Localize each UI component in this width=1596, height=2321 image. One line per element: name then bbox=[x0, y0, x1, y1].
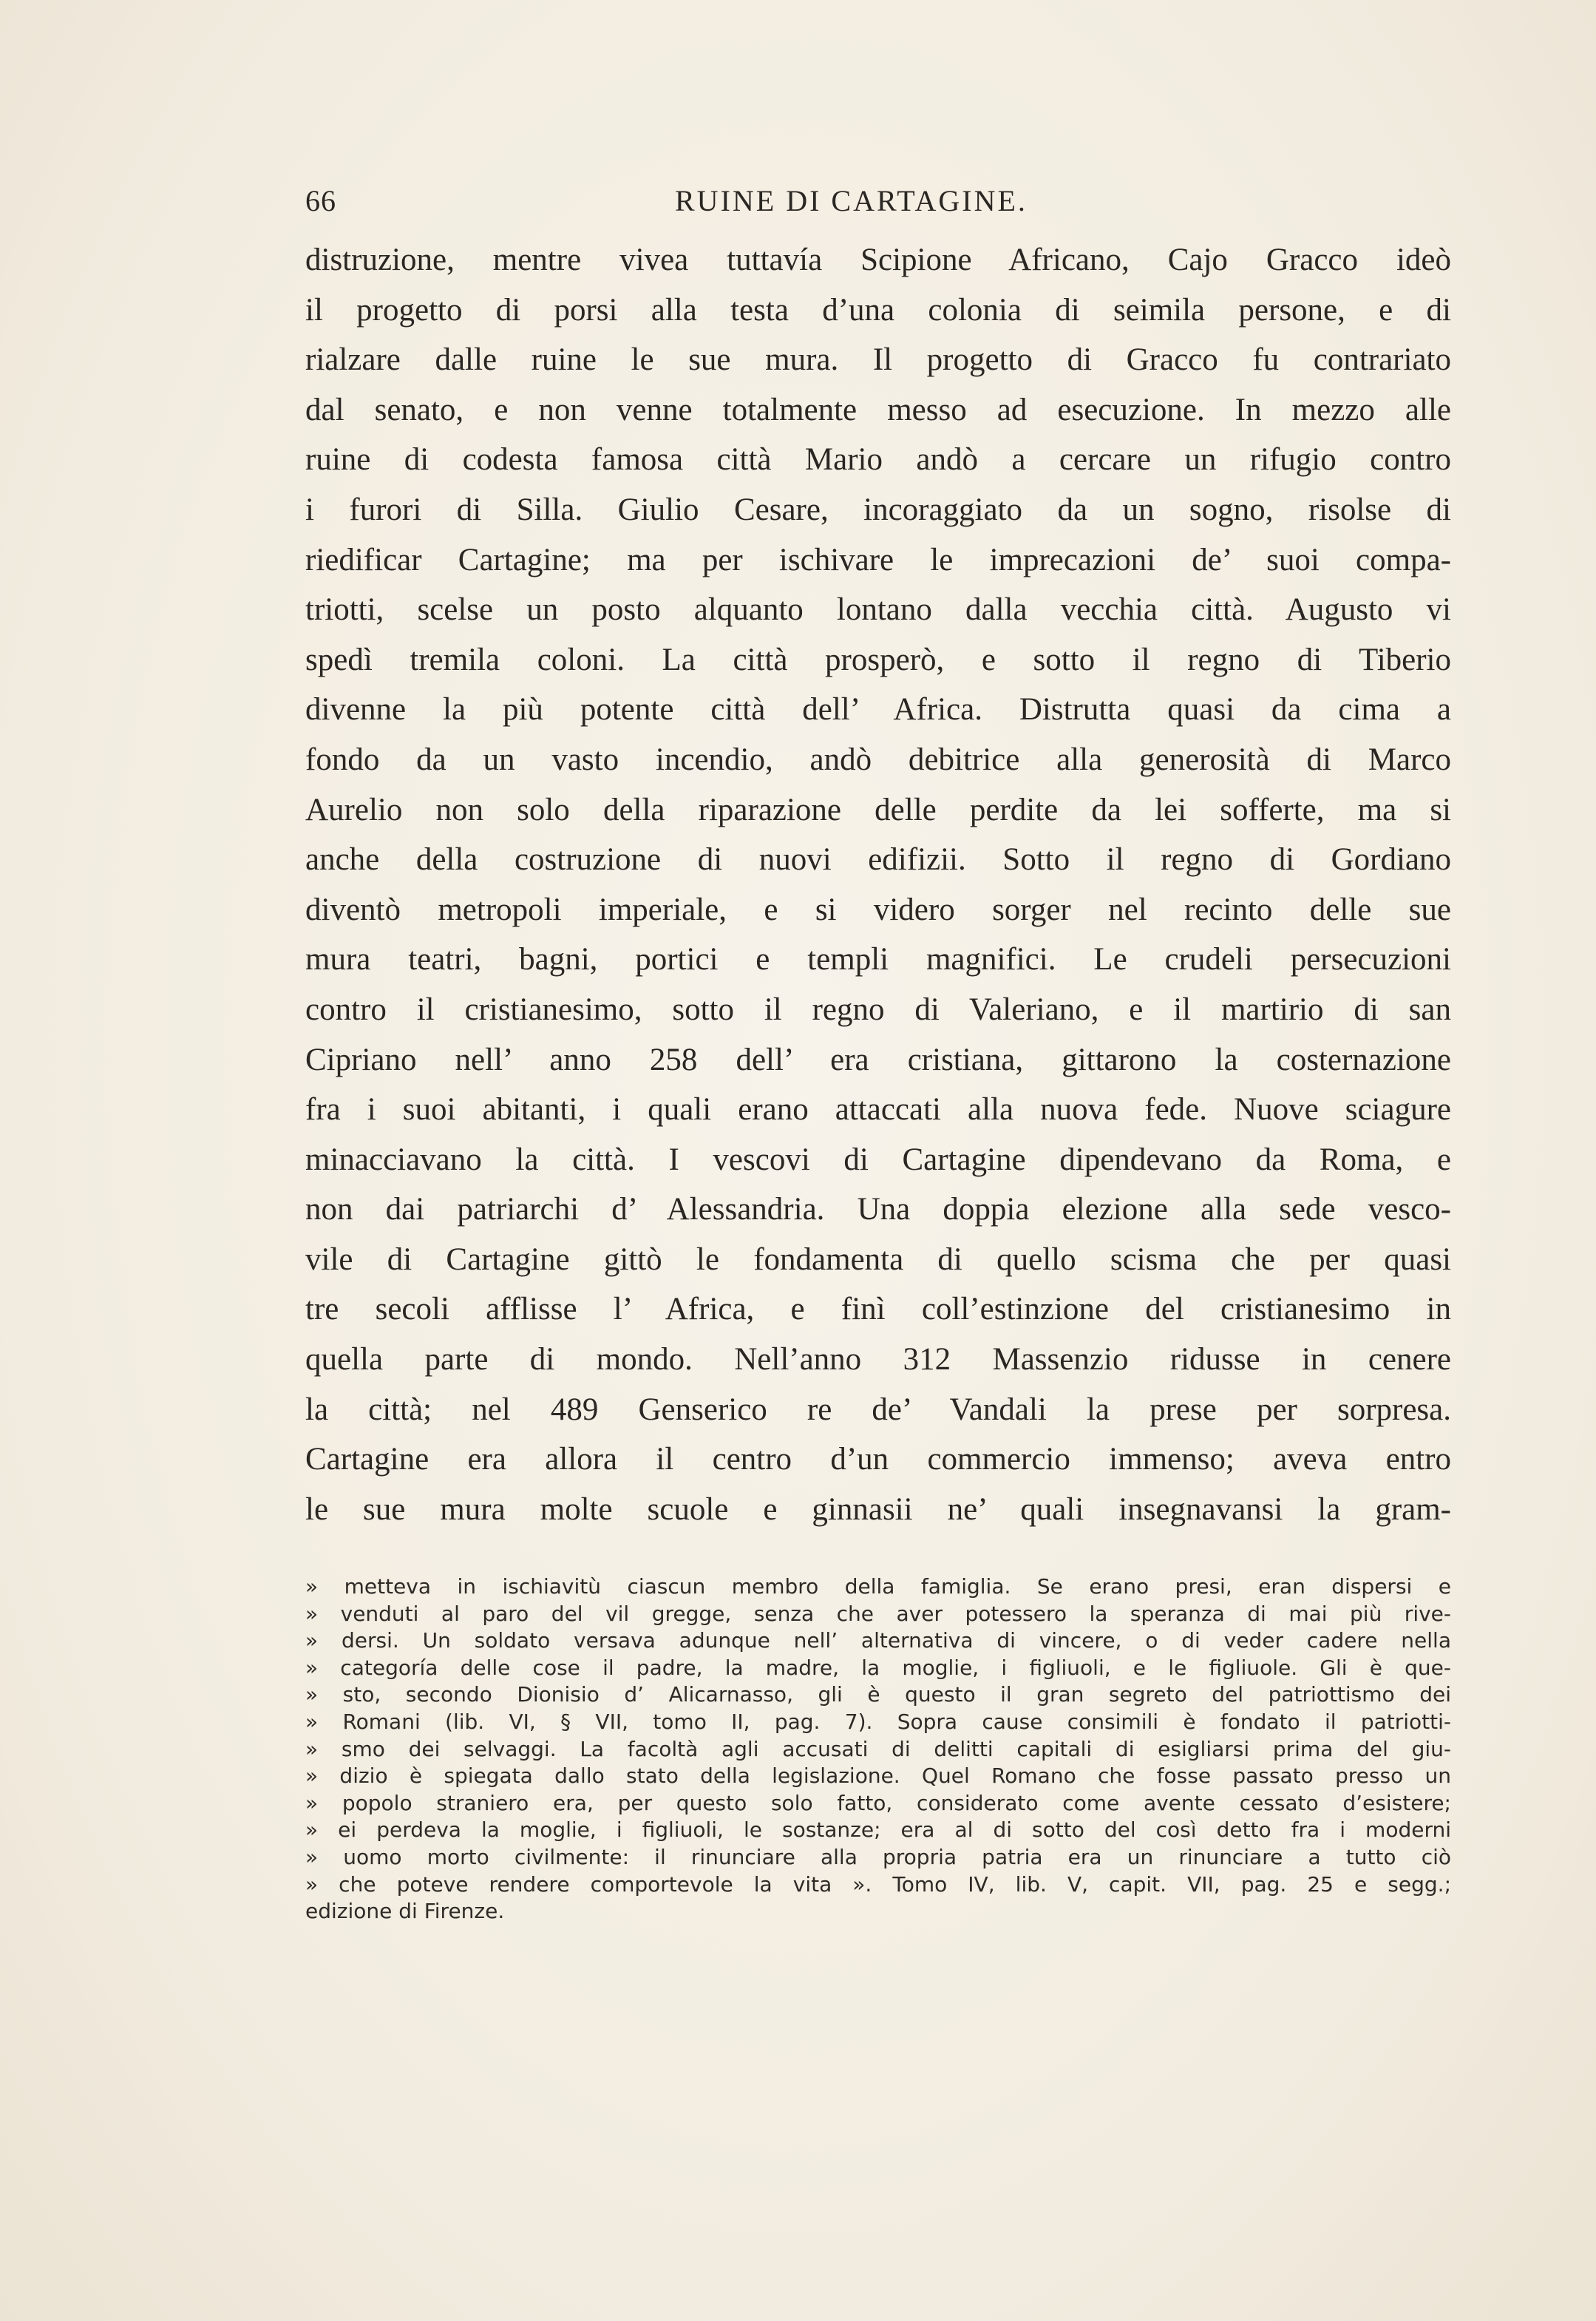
text-line: non dai patriarchi d’ Alessandria. Una doppia elezione alla sede vesco- bbox=[305, 1192, 1451, 1227]
text-line: i furori di Silla. Giulio Cesare, incoraggiato da un sogno, risolse di bbox=[305, 492, 1451, 527]
footnote-line: » venduti al paro del vil gregge, senza che aver potessero la speranza di mai più rive- bbox=[305, 1601, 1451, 1626]
text-line: Aurelio non solo della riparazione delle perdite da lei sofferte, ma si bbox=[305, 792, 1451, 827]
footnote-line: edizione di Firenze. bbox=[305, 1899, 505, 1924]
footnote-line: » metteva in ischiavitù ciascun membro della famiglia. Se erano presi, eran dispersi e bbox=[305, 1574, 1451, 1599]
footnote-line: » categoría delle cose il padre, la madre, la moglie, i figliuoli, e le figliuole. Gli è que- bbox=[305, 1655, 1451, 1680]
text-line: fondo da un vasto incendio, andò debitrice alla generosità di Marco bbox=[305, 742, 1451, 777]
main-text bbox=[305, 235, 1451, 1534]
footnote-line: » Romani (lib. VI, § VII, tomo II, pag. 7). Sopra cause consimili è fondato il patriotti- bbox=[305, 1709, 1451, 1734]
text-line: divenne la più potente città dell’ Africa. Distrutta quasi da cima a bbox=[305, 692, 1451, 728]
footnote-line: » uomo morto civilmente: il rinunciare alla propria patria era un rinunciare a tutto ciò bbox=[305, 1844, 1451, 1869]
footnote-line: » smo dei selvaggi. La facoltà agli accusati di delitti capitali di esigliarsi prima del giu- bbox=[305, 1736, 1451, 1761]
text-line: ruine di codesta famosa città Mario andò a cercare un rifugio contro bbox=[305, 442, 1451, 478]
text-line: dal senato, e non venne totalmente messo ad esecuzione. In mezzo alle bbox=[305, 392, 1451, 427]
text-line: la città; nel 489 Genserico re de’ Vandali la prese per sorpresa. bbox=[305, 1392, 1451, 1427]
footnote-line: » ei perdeva la moglie, i figliuoli, le sostanze; era al di sotto del così detto fra i moderni bbox=[305, 1817, 1451, 1843]
text-line: rialzare dalle ruine le sue mura. Il progetto di Gracco fu contrariato bbox=[305, 342, 1451, 378]
running-head: RUINE DI CARTAGINE. bbox=[675, 184, 1028, 217]
text-line: Cartagine era allora il centro d’un commercio immenso; aveva entro bbox=[305, 1442, 1451, 1477]
text-line: il progetto di porsi alla testa d’una colonia di seimila persone, e di bbox=[305, 292, 1451, 328]
footnote-line: » che poteve rendere comportevole la vita ». Tomo IV, lib. V, capit. VII, pag. 25 e segg.; bbox=[305, 1871, 1451, 1897]
text-line: triotti, scelse un posto alquanto lontano dalla vecchia città. Augusto vi bbox=[305, 592, 1451, 628]
text-line: tre secoli afflisse l’ Africa, e finì coll’estinzione del cristianesimo in bbox=[305, 1292, 1451, 1327]
text-line: anche della costruzione di nuovi edifizii. Sotto il regno di Gordiano bbox=[305, 842, 1451, 878]
text-line: Cipriano nell’ anno 258 dell’ era cristiana, gittarono la costernazione bbox=[305, 1042, 1451, 1077]
text-line: contro il cristianesimo, sotto il regno di Valeriano, e il martirio di san bbox=[305, 992, 1451, 1027]
footnote-block bbox=[305, 1573, 1451, 1925]
text-line: le sue mura molte scuole e ginnasii ne’ quali insegnavansi la gram- bbox=[305, 1491, 1451, 1527]
text-line: quella parte di mondo. Nell’anno 312 Massenzio ridusse in cenere bbox=[305, 1342, 1451, 1378]
footnote-line: » dersi. Un soldato versava adunque nell’ alternativa di vincere, o di veder cadere nella bbox=[305, 1628, 1451, 1653]
footnote-line: » dizio è spiegata dallo stato della legislazione. Quel Romano che fosse passato presso un bbox=[305, 1763, 1451, 1789]
text-line: diventò metropoli imperiale, e si videro sorger nel recinto delle sue bbox=[305, 892, 1451, 927]
text-line: mura teatri, bagni, portici e templi magnifici. Le crudeli persecuzioni bbox=[305, 942, 1451, 977]
page-header bbox=[305, 183, 1451, 228]
text-line: spedì tremila coloni. La città prosperò, e sotto il regno di Tiberio bbox=[305, 642, 1451, 677]
text-line: riedificar Cartagine; ma per ischivare le imprecazioni de’ suoi compa- bbox=[305, 542, 1451, 577]
text-line: vile di Cartagine gittò le fondamenta di quello scisma che per quasi bbox=[305, 1241, 1451, 1277]
page-number: 66 bbox=[305, 184, 336, 217]
text-line: distruzione, mentre vivea tuttavía Scipione Africano, Cajo Gracco ideò bbox=[305, 243, 1451, 277]
footnote-line: » popolo straniero era, per questo solo fatto, considerato come avente cessato d’esistere; bbox=[305, 1790, 1451, 1815]
footnote-line: » sto, secondo Dionisio d’ Alicarnasso, gli è questo il gran segreto del patriottismo dei bbox=[305, 1682, 1451, 1707]
text-line: fra i suoi abitanti, i quali erano attaccati alla nuova fede. Nuove sciagure bbox=[305, 1092, 1451, 1128]
text-line: minacciavano la città. I vescovi di Cartagine dipendevano da Roma, e bbox=[305, 1142, 1451, 1177]
